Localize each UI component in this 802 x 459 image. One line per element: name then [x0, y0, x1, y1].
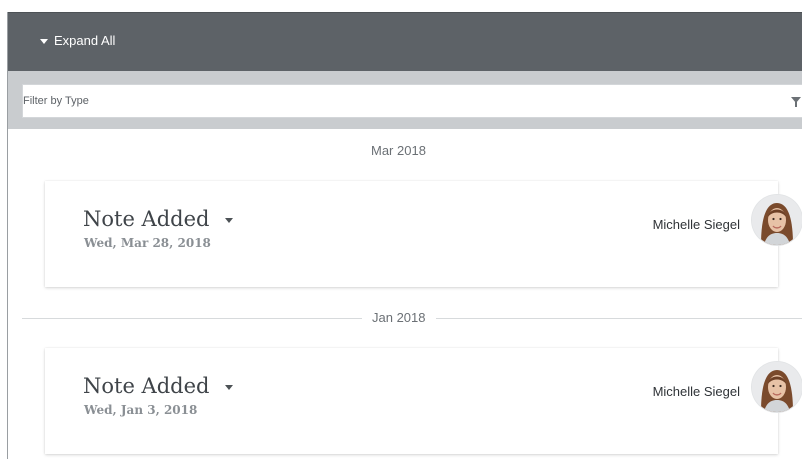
timeline-entry [45, 181, 778, 287]
entry-title-toggle[interactable] [83, 374, 233, 398]
entry-title: Note Added [83, 207, 210, 231]
expand-all-label: Expand All [54, 33, 116, 48]
month-header-jan-2018: Jan 2018 [362, 310, 436, 325]
entry-author: Michelle Siegel [652, 217, 740, 232]
entry-title-toggle[interactable] [83, 207, 233, 231]
avatar [752, 362, 802, 412]
caret-down-icon [40, 39, 48, 44]
timeline-toolbar [8, 12, 802, 72]
filter-bar [8, 71, 802, 129]
filter-placeholder: Filter by Type [23, 95, 89, 107]
filter-funnel-icon[interactable] [791, 97, 801, 107]
timeline-entry [45, 348, 778, 454]
entry-title: Note Added [83, 374, 210, 398]
entry-author: Michelle Siegel [652, 384, 740, 399]
expand-all-button[interactable] [40, 33, 115, 48]
entry-date: Wed, Jan 3, 2018 [84, 403, 198, 417]
chevron-down-icon[interactable] [225, 218, 233, 223]
filter-by-type-input[interactable] [22, 84, 802, 118]
entry-date: Wed, Mar 28, 2018 [84, 236, 211, 250]
chevron-down-icon[interactable] [225, 385, 233, 390]
avatar [752, 195, 802, 245]
month-header-mar-2018: Mar 2018 [361, 143, 436, 158]
